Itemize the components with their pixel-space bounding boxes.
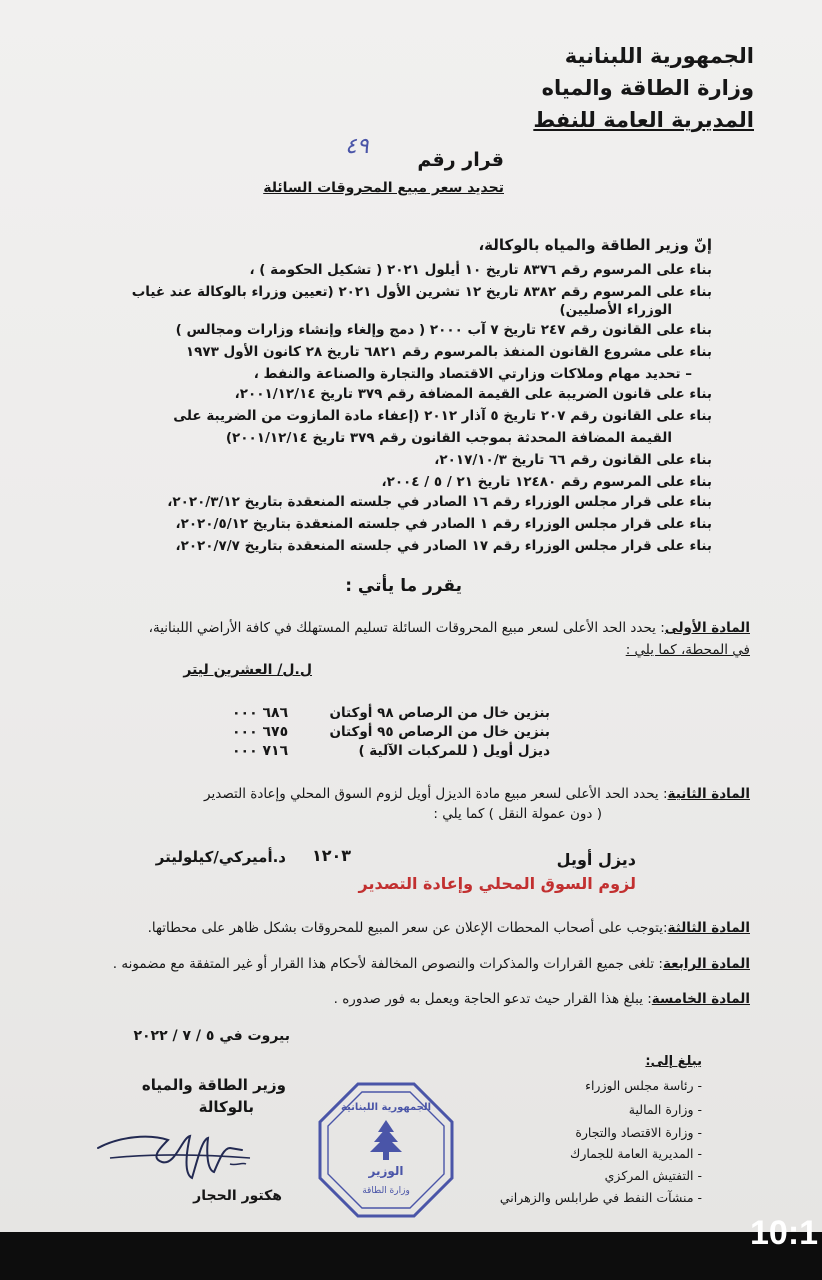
article-3-label: المادة الثالثة — [667, 920, 750, 936]
preamble-line: القيمة المضافة المحدثة بموجب القانون رقم ٣٧٩ تاريخ ٢٠٠١/١٢/١٤) — [225, 430, 672, 446]
fuel-item-price: ٦٧٥ ٠٠٠ — [232, 724, 289, 740]
stamp-octagon-icon — [316, 1080, 456, 1220]
distribution-item-text: المديرية العامة للجمارك — [570, 1146, 694, 1161]
preamble-line: بناء على مشروع القانون المنفذ بالمرسوم رقم ٦٨٢١ تاريخ ٢٨ كانون الأول ١٩٧٣ — [185, 344, 712, 360]
signatory-acting: بالوكالة — [198, 1098, 254, 1116]
article-3-text: :يتوجب على أصحاب المحطات الإعلان عن سعر المبيع للمحروقات بشكل ظاهر على محطاتها. — [147, 920, 668, 936]
fuel-item-price: ٧١٦ ٠٠٠ — [232, 743, 289, 759]
resolves-heading: يقرر ما يأتي : — [345, 576, 462, 596]
diesel-product-name: ديزل أويل — [556, 850, 636, 869]
stamp-center-text: الوزير — [368, 1164, 404, 1178]
fuel-item-price: ٦٨٦ ٠٠٠ — [232, 705, 289, 721]
preamble-line: بناء على القانون رقم ٢٤٧ تاريخ ٧ آب ٢٠٠٠ ( دمج وإلغاء وإنشاء وزارات ومجالس ) — [175, 322, 712, 338]
fuel-item-name: ديزل أويل ( للمركبات الآلية ) — [358, 743, 550, 759]
decision-title: قرار رقم — [417, 149, 504, 171]
decision-number: ٤٩ — [345, 134, 369, 159]
article-1-text: : يحدد الحد الأعلى لسعر مبيع المحروقات السائلة تسليم المستهلك في كافة الأراضي اللبنانية، — [148, 620, 665, 636]
official-stamp — [316, 1080, 456, 1220]
preamble-line: بناء على المرسوم رقم ١٢٤٨٠ تاريخ ٢١ / ٥ / ٢٠٠٤، — [381, 474, 712, 490]
article-3 — [148, 920, 750, 936]
article-2 — [204, 786, 750, 802]
distribution-item: - وزارة المالية — [628, 1102, 702, 1117]
cedar-tree-icon — [370, 1120, 402, 1160]
distribution-title: يبلغ إلى: — [645, 1054, 702, 1069]
article-5-label: المادة الخامسة — [651, 991, 750, 1007]
article-1-text-2: في المحطة، كما يلي : — [625, 642, 750, 658]
article-2-text: : يحدد الحد الأعلى لسعر مبيع مادة الديزل أويل لزوم السوق المحلي وإعادة التصدير — [204, 786, 668, 802]
distribution-item: - وزارة الاقتصاد والتجارة — [575, 1125, 702, 1140]
distribution-item-text: وزارة الاقتصاد والتجارة — [575, 1125, 694, 1140]
price-unit-label: ل.ل/ العشرين ليتر — [183, 662, 312, 678]
stamp-top-text: الجمهورية اللبنانية — [340, 1102, 432, 1113]
article-4 — [113, 956, 750, 972]
distribution-item-text: رئاسة مجلس الوزراء — [585, 1078, 694, 1093]
diesel-price-unit: د.أميركي/كيلوليتر — [155, 848, 286, 866]
preamble-line: بناء على قرار مجلس الوزراء رقم ١ الصادر في جلسته المنعقدة بتاريخ ٢٠٢٠/٥/١٢، — [175, 516, 712, 532]
article-5-text: : يبلغ هذا القرار حيث تدعو الحاجة ويعمل به فور صدوره . — [333, 991, 652, 1007]
preamble-line: بناء على القانون رقم ٦٦ تاريخ ٢٠١٧/١٠/٣، — [434, 452, 712, 468]
decision-subject: تحديد سعر مبيع المحروقات السائلة — [263, 180, 504, 196]
preamble-line: بناء على المرسوم رقم ٨٣٧٦ تاريخ ١٠ أيلول ٢٠٢١ ( تشكيل الحكومة ) ، — [249, 262, 712, 278]
issue-date: بيروت في ٥ / ٧ / ٢٠٢٢ — [133, 1028, 290, 1044]
diesel-purpose: لزوم السوق المحلي وإعادة التصدير — [358, 874, 636, 893]
distribution-item: - المديرية العامة للجمارك — [570, 1146, 702, 1161]
signatory-name: هكتور الحجار — [193, 1188, 282, 1204]
signatory-title: وزير الطاقة والمياه — [141, 1076, 286, 1094]
article-4-text: : تلغى جميع القرارات والمذكرات والنصوص المخالفة لأحكام هذا القرار أو غير المتفقة مع مضمونه . — [112, 956, 663, 972]
header-republic: الجمهورية اللبنانية — [564, 44, 754, 68]
stamp-bottom-text: وزارة الطاقة — [362, 1186, 410, 1196]
preamble-line: – تحديد مهام وملاكات وزارتي الاقتصاد والتجارة والصناعة والنفط ، — [253, 366, 692, 382]
distribution-item: - منشآت النفط في طرابلس والزهراني — [499, 1190, 702, 1205]
preamble-line: بناء على المرسوم رقم ٨٣٨٢ تاريخ ١٢ تشرين الأول ٢٠٢١ (تعيين وزراء بالوكالة عند غياب — [131, 284, 712, 300]
diesel-price-value: ١٢٠٣ — [312, 846, 352, 865]
article-1 — [149, 620, 750, 636]
fuel-item-name: بنزين خال من الرصاص ٩٨ أوكتان — [329, 705, 550, 721]
preamble-line: بناء على قرار مجلس الوزراء رقم ١٦ الصادر في جلسته المنعقدة بتاريخ ٢٠٢٠/٣/١٢، — [167, 494, 712, 510]
article-4-label: المادة الرابعة — [662, 956, 750, 972]
preamble-line: بناء على قانون الضريبة على القيمة المضافة رقم ٣٧٩ تاريخ ٢٠٠١/١٢/١٤، — [234, 386, 712, 402]
status-time: 10:1 — [750, 1214, 819, 1252]
header-ministry: وزارة الطاقة والمياه — [541, 76, 754, 100]
preamble-line: بناء على قرار مجلس الوزراء رقم ١٧ الصادر في جلسته المنعقدة بتاريخ ٢٠٢٠/٧/٧، — [175, 538, 712, 554]
header-directorate: المديرية العامة للنفط — [533, 108, 754, 132]
distribution-item-text: منشآت النفط في طرابلس والزهراني — [499, 1190, 694, 1205]
preamble-line: بناء على القانون رقم ٢٠٧ تاريخ ٥ آذار ٢٠١٢ (إعفاء مادة المازوت من الضريبة على — [173, 408, 712, 424]
preamble-opening: إنّ وزير الطاقة والمياه بالوكالة، — [478, 236, 712, 254]
distribution-item: - التفتيش المركزي — [604, 1168, 702, 1183]
distribution-item-text: وزارة المالية — [628, 1102, 694, 1117]
article-1-label: المادة الأولى — [664, 620, 750, 636]
article-5 — [334, 991, 750, 1007]
article-2-text-2: ( دون عمولة النقل ) كما يلي : — [433, 806, 602, 822]
handwritten-signature — [90, 1118, 260, 1190]
preamble-line: الوزراء الأصليين) — [559, 302, 672, 318]
article-2-label: المادة الثانية — [667, 786, 750, 802]
distribution-item-text: التفتيش المركزي — [604, 1168, 694, 1183]
fuel-item-name: بنزين خال من الرصاص ٩٥ أوكتان — [329, 724, 550, 740]
distribution-item: - رئاسة مجلس الوزراء — [585, 1078, 702, 1093]
